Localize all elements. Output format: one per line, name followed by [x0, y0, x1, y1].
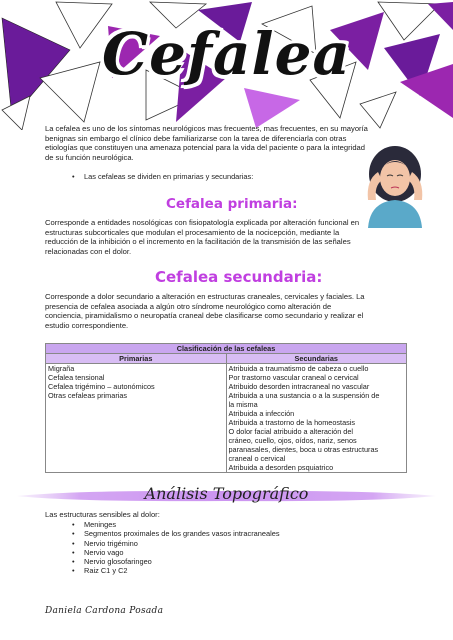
table-cell-line: paranasales, dientes, boca u otras estructuras: [228, 445, 379, 454]
list-item: • Nervio glosofaringeo: [72, 557, 280, 566]
text-line: etiologías que constituyen una amenaza potencial para la vida del paciente o para la integridad: [45, 143, 366, 153]
text-line: presencia de cefalea asociada a algún otro síndrome neurológico como alteración de: [45, 301, 332, 311]
page-title: Cefalea: [101, 20, 352, 88]
table-cell-line: Otras cefaleas primarias: [48, 391, 128, 400]
primarias-cell: [46, 364, 227, 473]
secundarias-cell: [226, 364, 407, 473]
table-cell-line: Atribuida a una sustancia o a la suspensión de: [228, 391, 380, 400]
list-item: • Meninges: [72, 520, 280, 529]
table-cell-line: craneal o cervical: [228, 454, 286, 463]
classification-table: [45, 343, 407, 473]
text-line: benignas sin embargo el clínico debe familiarizarse con la tarea de diferenciarla con otras: [45, 133, 347, 143]
table-row: [46, 364, 407, 473]
text-line: estudio correspondiente.: [45, 320, 129, 330]
table-cell-line: Migraña: [48, 364, 75, 373]
column-header-primarias: Primarias: [46, 354, 227, 364]
primaria-paragraph: [45, 218, 415, 256]
text-line: relacionadas con el dolor.: [45, 246, 132, 256]
text-line: Corresponde a dolor secundario a alteración en estructuras craneales, cervicales y faciales. La: [45, 292, 365, 301]
text-line: La cefalea es uno de los síntomas neurológicos mas frecuentes, mas frecuentes, en su mayoría: [45, 124, 368, 133]
list-item: • Las cefaleas se dividen en primarias y secundarias:: [72, 172, 253, 181]
list-item: • Nervio trigémino: [72, 539, 280, 548]
table-cell-line: Atribuida a infección: [228, 409, 295, 418]
text-line: Corresponde a entidades nosológicas con fisiopatología explicada por alteración funcional en: [45, 218, 360, 227]
pain-structures-list: [72, 520, 280, 576]
list-item: • Segmentos proximales de los grandes vasos intracraneales: [72, 529, 280, 538]
division-bullet-list: [72, 172, 253, 181]
table-cell-line: Cefalea tensional: [48, 373, 105, 382]
table-cell-line: Atribuida a trastorno de la homeostasis: [228, 418, 356, 427]
headache-woman-illustration: [360, 140, 430, 228]
author-signature: Daniela Cardona Posada: [45, 606, 164, 616]
secundaria-heading: Cefalea secundaria:: [155, 268, 323, 286]
list-item: • Nervio vago: [72, 548, 280, 557]
table-cell-line: cráneo, cuello, ojos, oídos, nariz, senos: [228, 436, 357, 445]
analisis-heading: Análisis Topográfico: [144, 484, 309, 503]
table-cell-line: Por trastorno vascular craneal o cervical: [228, 373, 359, 382]
text-line: reducción de la inhibición o el incremento en la facilitación de la transmisión de las señales: [45, 237, 351, 247]
secundaria-paragraph: [45, 292, 415, 330]
table-cell-line: la misma: [228, 400, 258, 409]
table-cell-line: O dolor facial atribuido a alteración del: [228, 427, 354, 436]
table-cell-line: Atribuida a traumatismo de cabeza o cuello: [228, 364, 369, 373]
table-title: Clasificación de las cefaleas: [46, 344, 407, 354]
table-cell-line: Cefalea trigémino – autonómicos: [48, 382, 155, 391]
text-line: conciencia, piramidalismo o neuropatía craneal debe clasificarse como secundario y realizar el: [45, 311, 364, 321]
text-line: estructuras subcorticales que modulan el procesamiento de la nocicepción, mediante la: [45, 227, 340, 237]
table-cell-line: Atribuida a desorden psquiatrico: [228, 463, 334, 472]
table-cell-line: Atribuido desorden intracraneal no vascular: [228, 382, 370, 391]
text-line: de su función neurológica.: [45, 152, 134, 162]
primaria-heading: Cefalea primaria:: [166, 196, 298, 212]
analisis-intro: Las estructuras sensibles al dolor:: [45, 510, 160, 519]
list-item: • Raiz C1 y C2: [72, 566, 280, 575]
column-header-secundarias: Secundarias: [226, 354, 407, 364]
